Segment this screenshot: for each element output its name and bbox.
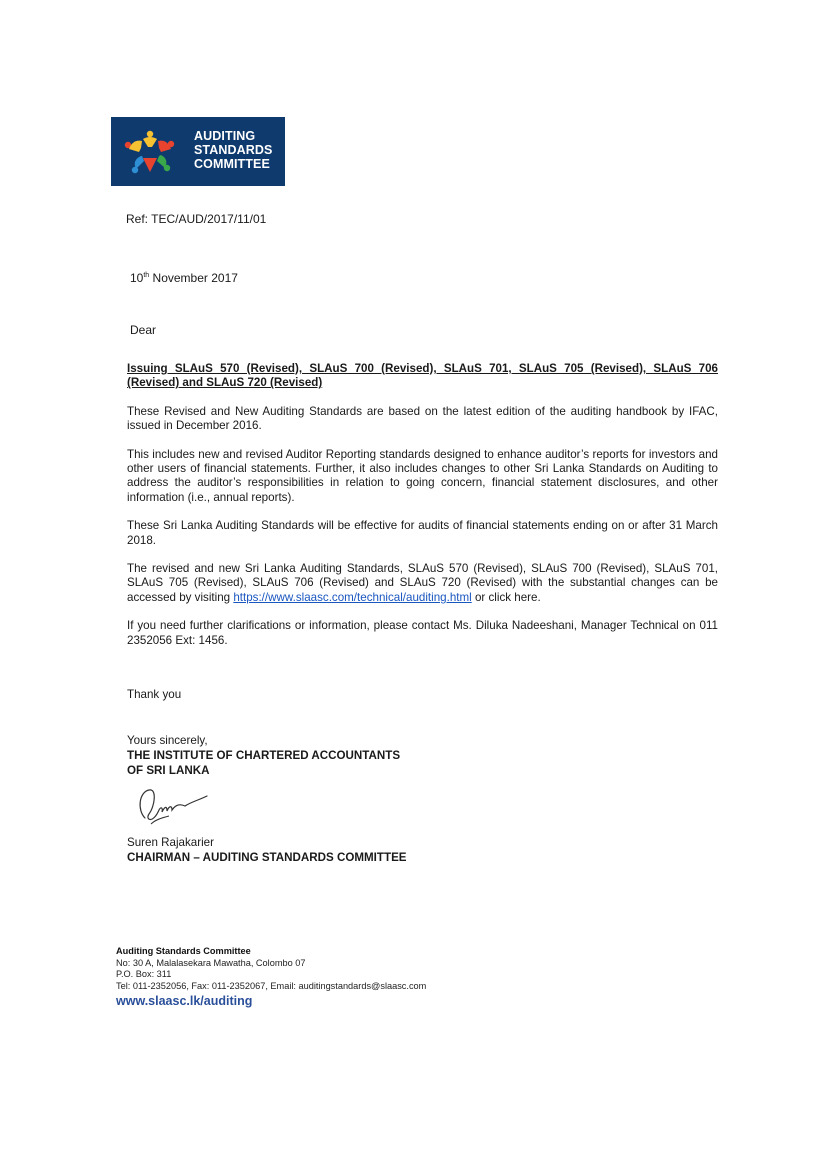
reference-number: Ref: TEC/AUD/2017/11/01 <box>126 212 267 226</box>
logo-wordmark <box>194 129 272 171</box>
committee-logo <box>111 117 285 186</box>
letter-date <box>130 271 238 285</box>
paragraph-access-link <box>127 562 718 605</box>
footer-contact: Tel: 011-2352056, Fax: 011-2352067, Email: auditingstandards@slaasc.com <box>116 980 427 991</box>
footer-pobox: P.O. Box: 311 <box>116 969 172 979</box>
organization-line-1: THE INSTITUTE OF CHARTERED ACCOUNTANTS <box>127 749 401 762</box>
standards-link[interactable]: https://www.slaasc.com/technical/auditing.html <box>233 590 472 604</box>
logo-line-3: COMMITTEE <box>194 157 270 171</box>
signer-name: Suren Rajakarier <box>127 836 214 849</box>
paragraph-reporting: This includes new and revised Auditor Reporting standards designed to enhance auditor’s reports for investors and other users of financial statements. Further, it also includes changes to other Sri Lanka Standards on Auditing to address the auditor’s responsibilities in relation to going concern, financial statement disclosures, and other information (i.e., annual reports). <box>127 447 718 504</box>
star-emblem-icon <box>121 127 179 177</box>
salutation: Dear <box>130 323 157 337</box>
date-day: 10 <box>130 271 144 285</box>
paragraph-contact: If you need further clarifications or information, please contact Ms. Diluka Nadeeshani, Manager Technical on 011 2352056 Ext: 1456. <box>127 619 718 647</box>
footer-org-name: Auditing Standards Committee <box>116 946 251 956</box>
logo-line-1: AUDITING <box>194 129 256 143</box>
thank-you: Thank you <box>127 688 182 701</box>
footer-website-link[interactable]: www.slaasc.lk/auditing <box>116 994 253 1008</box>
link-paragraph-after: or click here. <box>471 590 541 604</box>
link-paragraph-before: The revised and new Sri Lanka Auditing Standards, SLAuS 570 (Revised), SLAuS 700 (Revised), SLAuS 701, SLAuS 705 (Revised), SLAuS 706 (Revised) and SLAuS 720 (Revised) with the substantial changes can be accessed by visiting <box>127 562 718 604</box>
subject-line: Issuing SLAuS 570 (Revised), SLAuS 700 (Revised), SLAuS 701, SLAuS 705 (Revised), SLAuS 706 (Revised) and SLAuS 720 (Revised) <box>127 362 718 390</box>
date-month-year: November 2017 <box>149 271 238 285</box>
footer-address <box>116 946 426 1008</box>
organization-line-2: OF SRI LANKA <box>127 764 210 777</box>
signature-icon <box>131 780 211 830</box>
signer-title: CHAIRMAN – AUDITING STANDARDS COMMITTEE <box>127 851 407 864</box>
paragraph-effective-date: These Sri Lanka Auditing Standards will be effective for audits of financial statements ending on or after 31 March 2018. <box>127 519 718 547</box>
signer-block <box>127 835 407 865</box>
footer-street: No: 30 A, Malalasekara Mawatha, Colombo 07 <box>116 957 306 968</box>
logo-line-2: STANDARDS <box>194 143 273 157</box>
date-suffix: th <box>143 272 150 279</box>
closing-phrase: Yours sincerely, <box>127 734 208 747</box>
closing-block <box>127 733 400 778</box>
paragraph-handbook: These Revised and New Auditing Standards are based on the latest edition of the auditing handbook by IFAC, issued in December 2016. <box>127 404 718 433</box>
letter-body <box>127 362 718 662</box>
